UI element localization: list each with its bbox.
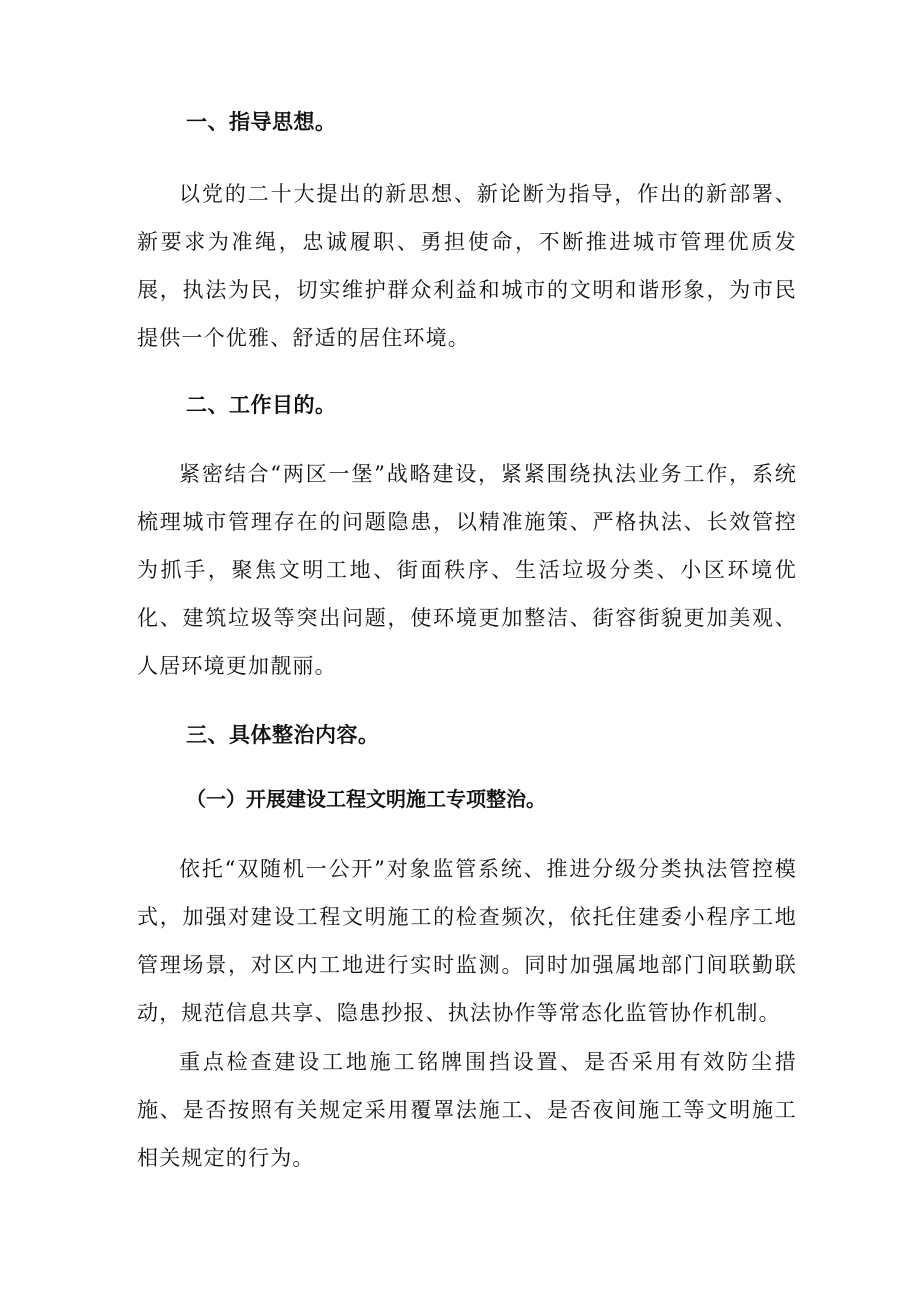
section-heading-rectification-content: 三、具体整治内容。 xyxy=(186,723,380,747)
paragraph-guiding-ideology: 以党的二十大提出的新思想、新论断为指导，作出的新部署、新要求为准绳，忠诚履职、勇担使命，不断推进城市管理优质发展，执法为民，切实维护群众利益和城市的文明和谐形象，为市民提供一个优雅、舒适的居住环境。 xyxy=(137,182,797,350)
paragraph-supervision-system: 依托“双随机一公开”对象监管系统、推进分级分类执法管控模式，加强对建设工程文明施工的检查频次，依托住建委小程序工地管理场景，对区内工地进行实时监测。同时加强属地部门间联勤联动，规范信息共享、隐患抄报、执法协作等常态化监管协作机制。 xyxy=(137,857,797,1025)
paragraph-inspection-focus: 重点检查建设工地施工铭牌围挡设置、是否采用有效防尘措施、是否按照有关规定采用覆罩法施工、是否夜间施工等文明施工相关规定的行为。 xyxy=(137,1050,797,1170)
section-heading-work-purpose: 二、工作目的。 xyxy=(186,393,337,417)
section-heading-guiding-ideology: 一、指导思想。 xyxy=(186,110,337,134)
subsection-heading-civilized-construction: （一）开展建设工程文明施工专项整治。 xyxy=(186,787,546,811)
paragraph-work-purpose: 紧密结合“两区一堡”战略建设，紧紧围绕执法业务工作，系统梳理城市管理存在的问题隐患，以精准施策、严格执法、长效管控为抓手，聚焦文明工地、街面秩序、生活垃圾分类、小区环境优化、建筑垃圾等突出问题，使环境更加整洁、街容街貌更加美观、人居环境更加靓丽。 xyxy=(137,462,797,678)
